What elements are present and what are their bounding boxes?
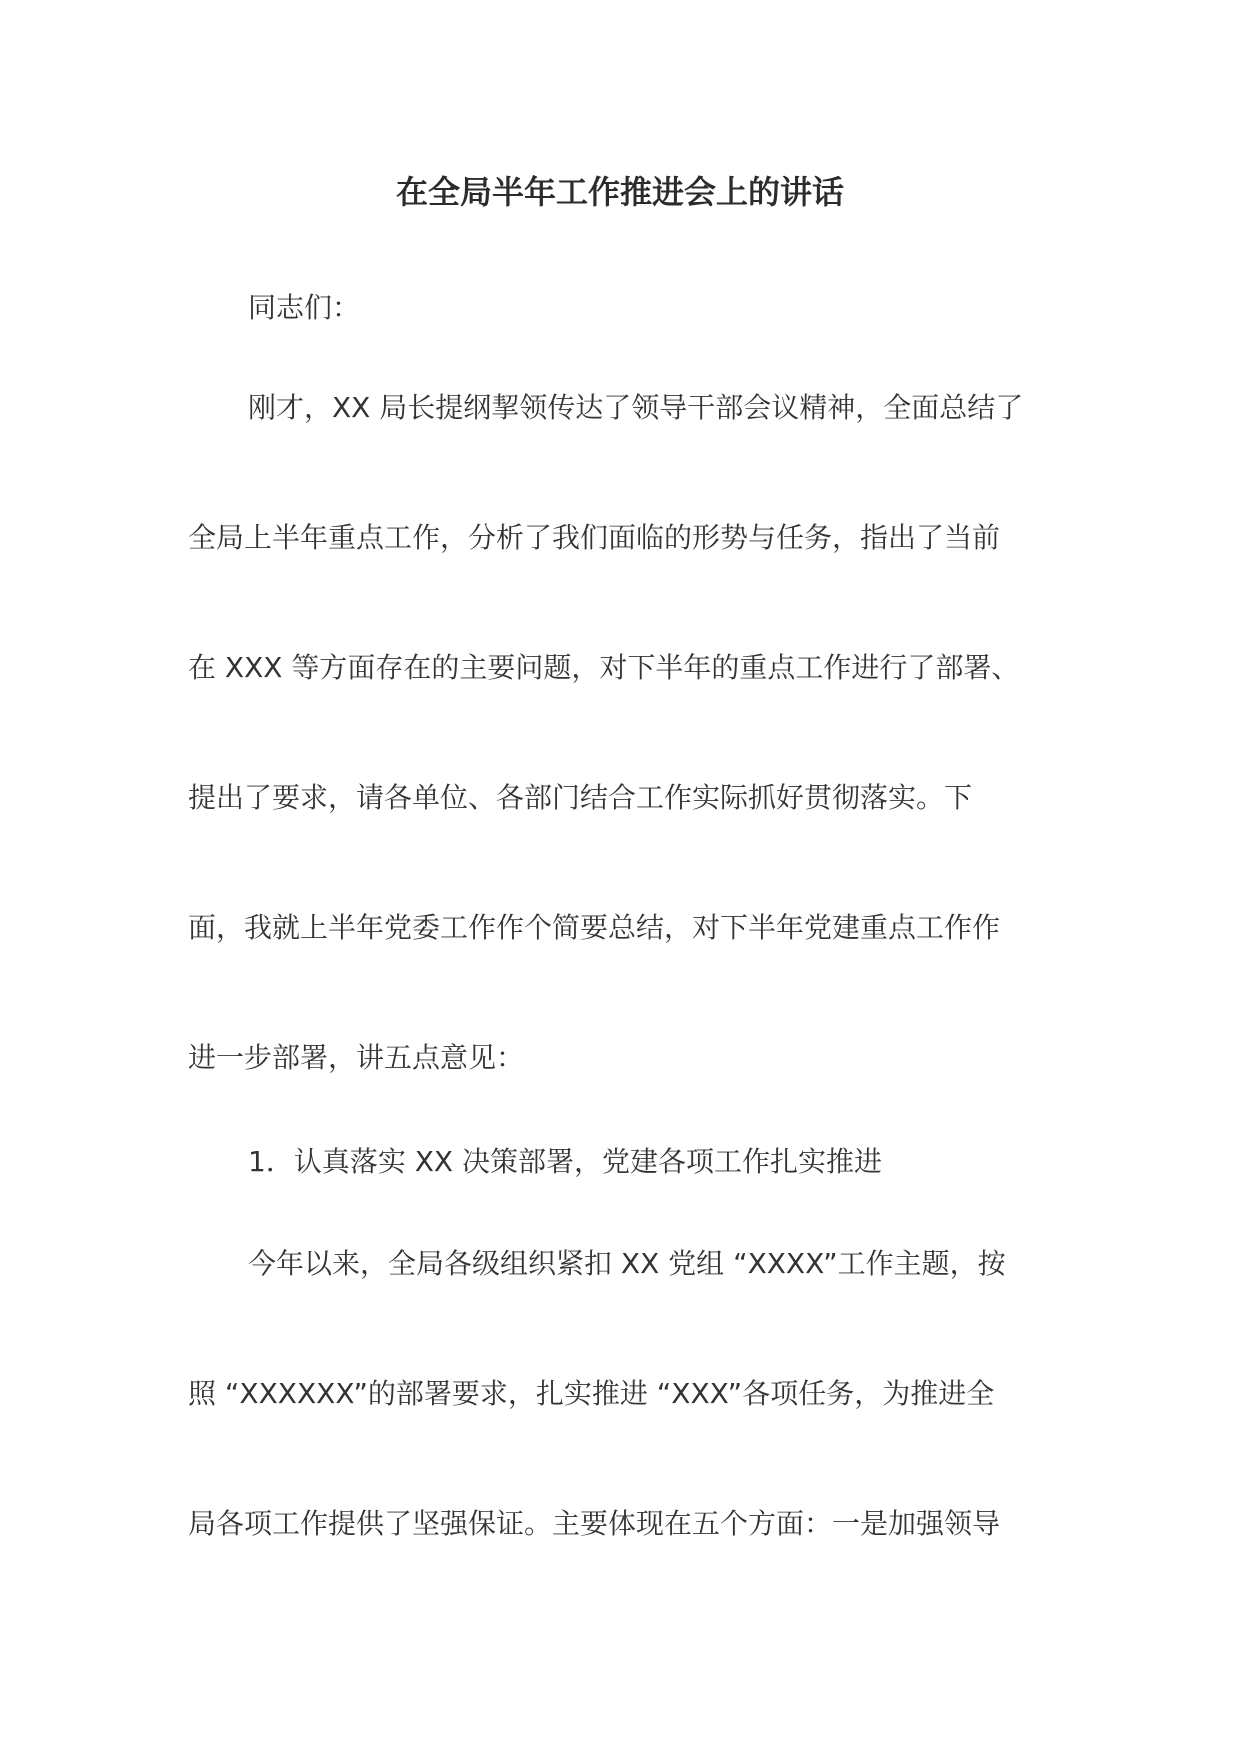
paragraph-line: 全局上半年重点工作，分析了我们面临的形势与任务，指出了当前 bbox=[188, 521, 1001, 554]
paragraph-line: 在 XXX 等方面存在的主要问题，对下半年的重点工作进行了部署、 bbox=[188, 651, 1020, 684]
paragraph-line: 今年以来，全局各级组织紧扣 XX 党组 “XXXX”工作主题，按 bbox=[248, 1247, 1006, 1280]
paragraph-line: 照 “XXXXXX”的部署要求，扎实推进 “XXX”各项任务，为推进全 bbox=[188, 1377, 995, 1410]
document-title: 在全局半年工作推进会上的讲话 bbox=[395, 173, 844, 211]
paragraph-line: 进一步部署，讲五点意见： bbox=[188, 1041, 525, 1074]
section-heading: 1．认真落实 XX 决策部署，党建各项工作扎实推进 bbox=[248, 1145, 882, 1178]
paragraph-line: 面，我就上半年党委工作作个简要总结，对下半年党建重点工作作 bbox=[188, 911, 1001, 944]
salutation: 同志们： bbox=[248, 291, 361, 324]
paragraph-line: 提出了要求，请各单位、各部门结合工作实际抓好贯彻落实。下 bbox=[188, 781, 973, 814]
paragraph-line: 局各项工作提供了坚强保证。主要体现在五个方面：一是加强领导 bbox=[188, 1507, 1001, 1540]
paragraph-line: 刚才，XX 局长提纲挈领传达了领导干部会议精神，全面总结了 bbox=[248, 391, 1024, 424]
